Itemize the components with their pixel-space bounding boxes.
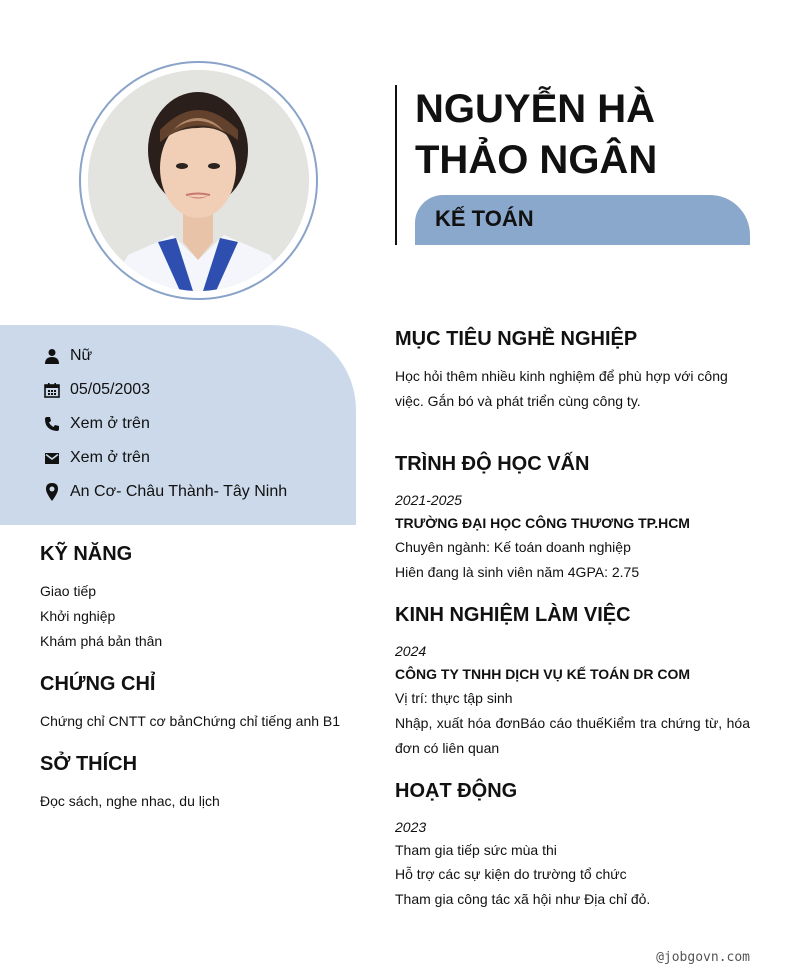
hobbies-text: Đọc sách, nghe nhac, du lịch bbox=[40, 793, 220, 809]
certificates-heading: CHỨNG CHỈ bbox=[40, 673, 156, 695]
phone-text: Xem ở trên bbox=[70, 415, 150, 432]
skill-item: Khởi nghiệp bbox=[40, 608, 116, 624]
activities-period: 2023 bbox=[395, 819, 427, 835]
name-line-2: THẢO NGÂN bbox=[415, 138, 658, 182]
avatar bbox=[88, 70, 309, 291]
name-line-1: NGUYỄN HÀ bbox=[415, 87, 656, 131]
address-text: An Cơ- Châu Thành- Tây Ninh bbox=[70, 483, 288, 500]
experience-heading: KINH NGHIỆM LÀM VIỆC bbox=[395, 604, 631, 626]
calendar-icon bbox=[43, 381, 61, 399]
gender-text: Nữ bbox=[70, 347, 93, 364]
full-name bbox=[415, 84, 755, 186]
experience-period: 2024 bbox=[395, 643, 427, 659]
phone-icon bbox=[43, 415, 61, 433]
company-name: CÔNG TY TNHH DỊCH VỤ KẾ TOÁN DR COM bbox=[395, 666, 691, 682]
education-line: Hiên đang là sinh viên năm 4GPA: 2.75 bbox=[395, 564, 640, 580]
contact-email bbox=[43, 446, 150, 470]
activity-item: Hỗ trợ các sự kiện do trường tổ chức bbox=[395, 866, 627, 882]
contact-phone bbox=[43, 412, 150, 436]
contact-address bbox=[43, 480, 287, 504]
birthday-text: 05/05/2003 bbox=[70, 381, 151, 398]
activities-heading: HOẠT ĐỘNG bbox=[395, 780, 518, 802]
job-title: KẾ TOÁN bbox=[435, 206, 534, 231]
school-name: TRƯỜNG ĐẠI HỌC CÔNG THƯƠNG TP.HCM bbox=[395, 515, 690, 531]
email-icon bbox=[43, 449, 61, 467]
hobbies-heading: SỞ THÍCH bbox=[40, 753, 138, 775]
education-line: Chuyên ngành: Kế toán doanh nghiệp bbox=[395, 539, 631, 555]
education-period: 2021-2025 bbox=[395, 492, 462, 508]
location-icon bbox=[43, 483, 61, 501]
skill-item: Khám phá bản thân bbox=[40, 633, 163, 649]
certificates-text: Chứng chỉ CNTT cơ bảnChứng chỉ tiếng anh B1 bbox=[40, 713, 341, 729]
name-divider bbox=[395, 85, 397, 245]
education-heading: TRÌNH ĐỘ HỌC VẤN bbox=[395, 453, 590, 475]
activity-item: Tham gia tiếp sức mùa thi bbox=[395, 842, 557, 858]
skill-item: Giao tiếp bbox=[40, 583, 97, 599]
experience-position: Vị trí: thực tập sinh bbox=[395, 690, 513, 706]
skills-heading: KỸ NĂNG bbox=[40, 543, 133, 565]
objective-heading: MỤC TIÊU NGHỀ NGHIỆP bbox=[395, 328, 638, 350]
experience-duties: Nhập, xuất hóa đơnBáo cáo thuếKiểm tra chứng từ, hóa đơn có liên quan bbox=[395, 715, 750, 756]
objective-text: Học hỏi thêm nhiều kinh nghiệm để phù hợp với công việc. Gắn bó và phát triển cùng công ty. bbox=[395, 368, 728, 409]
watermark: @jobgovn.com bbox=[656, 950, 750, 965]
activity-item: Tham gia công tác xã hội như Địa chỉ đỏ. bbox=[395, 891, 651, 907]
contact-birthday bbox=[43, 378, 150, 402]
email-text: Xem ở trên bbox=[70, 449, 150, 466]
contact-gender bbox=[43, 344, 92, 368]
person-icon bbox=[43, 347, 61, 365]
